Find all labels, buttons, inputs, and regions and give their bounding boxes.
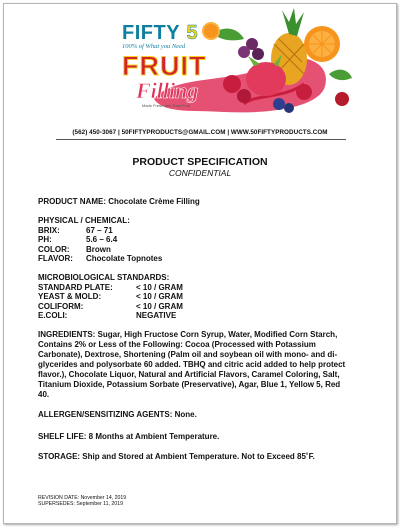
spec-label: E.COLI: [38,311,68,320]
ingredients-line: Titanium Dioxide, Potassium Sorbate (Preservative), Agar, Blue 1, Yellow 5, Red [38,380,341,389]
brand-filling: Filling [136,78,199,103]
ingredients-line: flavor.), Chocolate Liquor, Natural and Artificial Flavors, Caramel Coloring, Salt, [38,370,340,379]
product-name: PRODUCT NAME: Chocolate Crème Filling [38,197,200,206]
spec-label: BRIX: [38,225,60,235]
brand-small-tag: Made Fresh with Real Fruit [142,103,191,108]
storage-line: STORAGE: Ship and Stored at Ambient Temperature. Not to Exceed 85˚F. [38,452,315,461]
spec-label: COLIFORM: [38,301,84,311]
doc-title: PRODUCT SPECIFICATION [132,156,268,168]
header-divider [56,139,346,140]
physical-header: PHYSICAL / CHEMICAL: [38,216,130,225]
spec-value: < 10 / GRAM [136,292,183,301]
brand-logo [122,22,232,108]
brand-fifty: FIFTY [122,22,181,44]
ingredients-line: glycerides and polysorbate 60 added. TBHQ and citric acid added to help protect [38,360,346,369]
ingredients-line: 40. [38,390,50,399]
spec-value: Chocolate Topnotes [86,254,163,263]
ingredients-line: Contains 2% or Less of the Following: Cocoa (Processed with Potassium [38,340,316,349]
shelf-life-line: SHELF LIFE: 8 Months at Ambient Temperature. [38,432,220,441]
spec-value: NEGATIVE [136,311,177,320]
spec-value: 67 – 71 [86,225,113,235]
spec-sheet [3,3,397,524]
contact-line: (562) 450-3067 | 50FIFTYPRODUCTS@GMAIL.COM | WWW.50FIFTYPRODUCTS.COM [72,129,328,136]
allergen-line: ALLERGEN/SENSITIZING AGENTS: None. [38,410,197,419]
brand-banner [4,4,396,129]
spec-value: Brown [86,244,111,254]
revision-date: REVISION DATE: November 14, 2019 [38,495,127,501]
brand-number: 5 [186,22,198,44]
spec-value: < 10 / GRAM [136,282,183,292]
micro-header: MICROBIOLOGICAL STANDARDS: [38,273,170,282]
ingredients-line: Carbonate), Dextrose, Shortening (Palm oil and soybean oil with mono- and di- [38,350,338,359]
spec-label: COLOR: [38,244,70,254]
spec-value: < 10 / GRAM [136,301,183,311]
spec-label: STANDARD PLATE: [38,282,113,292]
supersedes-date: SUPERSEDES: September 11, 2019 [38,501,123,507]
doc-subtitle: CONFIDENTIAL [168,168,232,178]
ingredients-line: INGREDIENTS: Sugar, High Fructose Corn Syrup, Water, Modified Corn Starch, [38,330,338,339]
brand-tagline: 100% of What you Need [122,43,186,50]
spec-label: PH: [38,235,52,244]
orange-slice-icon [202,22,220,40]
spec-label: FLAVOR: [38,254,73,263]
brand-fruit: FRUIT [122,51,207,81]
spec-label: YEAST & MOLD: [38,292,102,301]
spec-value: 5.6 – 6.4 [86,235,118,244]
